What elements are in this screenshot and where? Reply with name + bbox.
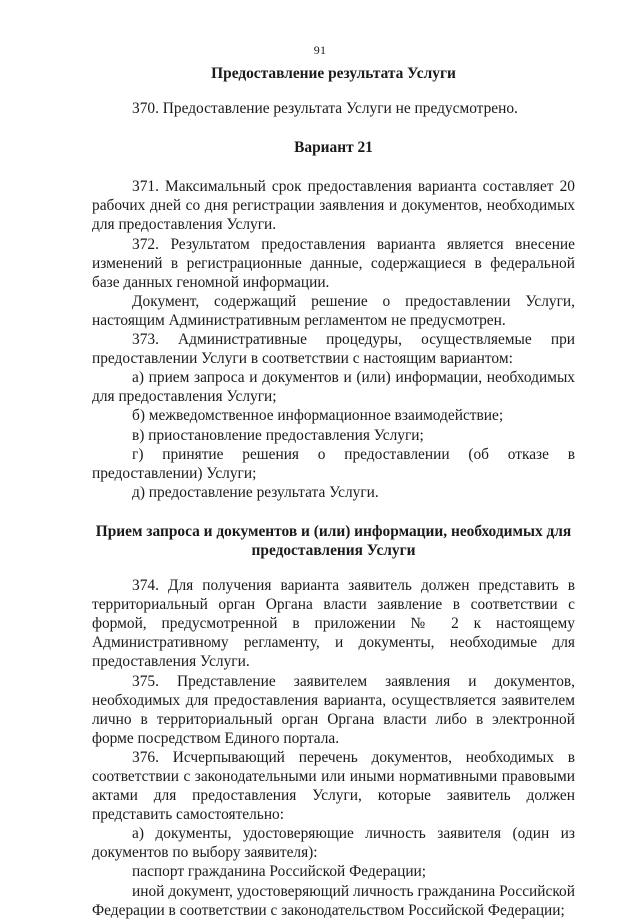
section-heading-intake: Прием запроса и документов и (или) информации, необходимых для предоставления Услуги (95, 522, 572, 559)
list-item-373-a: а) прием запроса и документов и (или) информации, необходимых для предоставления Услуги; (92, 369, 575, 406)
list-item-373-e: д) предоставление результата Услуги. (132, 483, 379, 501)
section-heading-variant: Вариант 21 (294, 139, 373, 157)
paragraph-375: 375. Представление заявителем заявления и документов, необходимых для предоставления варианта, осуществляется заявителем лично в территориальный орган Органа власти либо в электронной форме посредством Единого портала. (92, 672, 575, 747)
list-item-376-a-passport: паспорт гражданина Российской Федерации; (132, 863, 427, 881)
page-number: 91 (313, 43, 327, 57)
list-item-376-a: а) документы, удостоверяющие личность заявителя (один из документов по выбору заявителя): (92, 825, 575, 862)
paragraph-372-document: Документ, содержащий решение о предоставлении Услуги, настоящим Административным регламентом не предусмотрен. (92, 292, 575, 329)
page-content (92, 64, 575, 920)
list-item-373-d: г) принятие решения о предоставлении (об отказе в предоставлении) Услуги; (92, 445, 575, 482)
list-item-373-b: б) межведомственное информационное взаимодействие; (132, 407, 504, 425)
list-item-373-c: в) приостановление предоставления Услуги; (132, 426, 424, 444)
paragraph-371: 371. Максимальный срок предоставления варианта составляет 20 рабочих дней со дня регистрации заявления и документов, необходимых для предоставления Услуги. (92, 178, 575, 234)
paragraph-370: 370. Предоставление результата Услуги не предусмотрено. (132, 100, 518, 118)
section-heading-result: Предоставление результата Услуги (211, 65, 456, 82)
paragraph-372: 372. Результатом предоставления варианта является внесение изменений в регистрационные данные, содержащиеся в федеральной базе данных геномной информации. (92, 235, 575, 291)
paragraph-374: 374. Для получения варианта заявитель должен представить в территориальный орган Органа власти заявление в соответствии с формой, предусмотренной в приложении № 2 к настоящему Административному регламенту, и документы, необходимые для предоставления Услуги. (92, 577, 575, 671)
paragraph-373: 373. Административные процедуры, осуществляемые при предоставлении Услуги в соответствии с настоящим вариантом: (92, 331, 575, 368)
paragraph-376: 376. Исчерпывающий перечень документов, необходимых в соответствии с законодательными или иными нормативными правовыми актами для предоставления Услуги, которые заявитель должен представить самостоятельно: (92, 748, 575, 824)
list-item-376-a-other-id: иной документ, удостоверяющий личность гражданина Российской Федерации в соответствии с законодательством Российской Федерации; (92, 882, 575, 919)
